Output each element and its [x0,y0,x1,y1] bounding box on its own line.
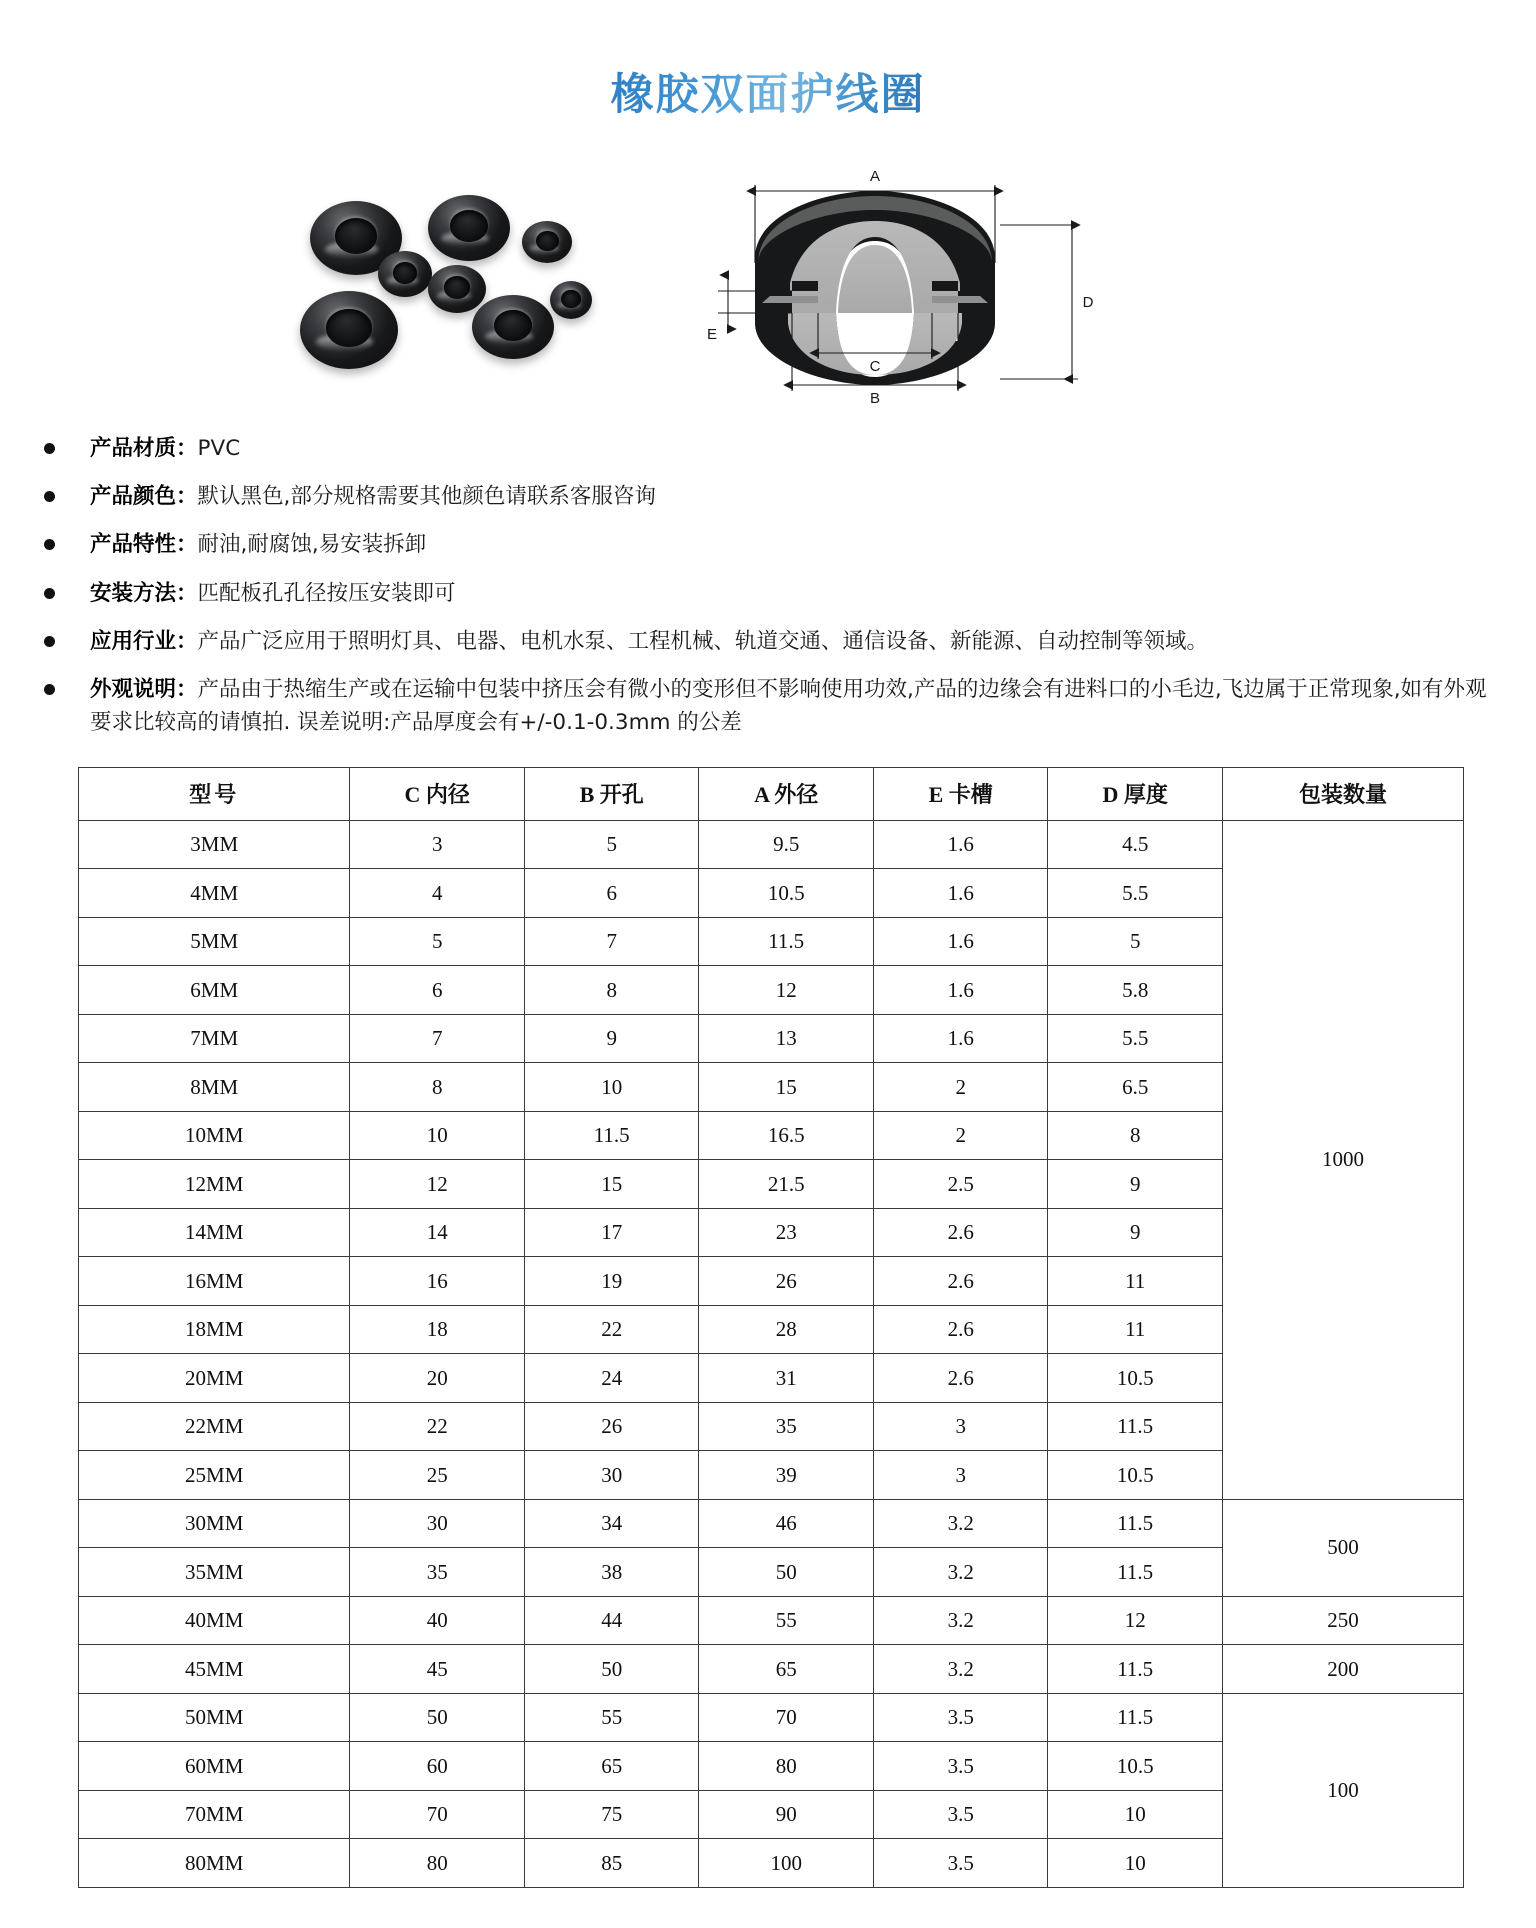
table-body [79,820,1464,1887]
list-item [22,432,1496,465]
cell-inner-diameter: 8 [350,1063,525,1112]
cell-slot: 3.5 [873,1839,1048,1888]
diagram-label-d: D [1082,293,1094,311]
cell-hole: 5 [524,820,699,869]
attribute-value: 耐油,耐腐蚀,易安装拆卸 [197,532,427,558]
cell-model: 25MM [79,1451,350,1500]
cell-inner-diameter: 10 [350,1111,525,1160]
cell-thickness: 9 [1048,1160,1223,1209]
attribute-label: 产品特性 [90,532,177,558]
cell-hole: 17 [524,1208,699,1257]
cell-inner-diameter: 35 [350,1548,525,1597]
cell-model: 22MM [79,1402,350,1451]
column-header-packing-qty: 包装数量 [1222,767,1463,820]
column-header-inner-diameter: C 内径 [350,767,525,820]
attribute-separator: ： [176,435,198,461]
cell-outer-diameter: 50 [699,1548,874,1597]
table-row [79,820,1464,869]
table-header-row [79,767,1464,820]
attribute-value: 产品广泛应用于照明灯具、电器、电机水泵、工程机械、轨道交通、通信设备、新能源、自动控制等领域。 [197,628,1209,654]
specification-table-container [0,755,1536,1928]
attribute-label: 产品颜色 [90,483,177,509]
list-item [22,480,1496,513]
bullet-icon [44,443,55,454]
cell-packing-qty: 1000 [1222,820,1463,1499]
cell-outer-diameter: 31 [699,1354,874,1403]
cell-slot: 3.2 [873,1645,1048,1694]
cell-model: 5MM [79,917,350,966]
cell-hole: 30 [524,1451,699,1500]
cell-outer-diameter: 9.5 [699,820,874,869]
list-item [22,528,1496,561]
product-attribute-list [0,432,1536,740]
cell-thickness: 8 [1048,1111,1223,1160]
cell-hole: 50 [524,1645,699,1694]
cell-hole: 6 [524,869,699,918]
cell-thickness: 11.5 [1048,1645,1223,1694]
cell-outer-diameter: 15 [699,1063,874,1112]
cell-thickness: 11.5 [1048,1499,1223,1548]
cell-slot: 2.6 [873,1208,1048,1257]
cell-hole: 38 [524,1548,699,1597]
cell-slot: 3.2 [873,1596,1048,1645]
cell-outer-diameter: 80 [699,1742,874,1791]
attribute-separator: ： [176,677,198,703]
column-header-outer-diameter: A 外径 [699,767,874,820]
cell-hole: 26 [524,1402,699,1451]
cell-slot: 3 [873,1402,1048,1451]
cell-thickness: 6.5 [1048,1063,1223,1112]
cell-hole: 19 [524,1257,699,1306]
page-title-container [0,0,1536,157]
cell-inner-diameter: 60 [350,1742,525,1791]
cell-outer-diameter: 39 [699,1451,874,1500]
cell-outer-diameter: 28 [699,1305,874,1354]
cell-model: 7MM [79,1014,350,1063]
column-header-slot: E 卡槽 [873,767,1048,820]
cell-thickness: 12 [1048,1596,1223,1645]
cell-outer-diameter: 23 [699,1208,874,1257]
attribute-label: 安装方法 [90,580,177,606]
cell-slot: 3.5 [873,1790,1048,1839]
cell-hole: 9 [524,1014,699,1063]
grommet-item [428,195,510,261]
cell-outer-diameter: 100 [699,1839,874,1888]
cell-thickness: 10 [1048,1839,1223,1888]
cell-slot: 3.2 [873,1499,1048,1548]
cell-thickness: 5.5 [1048,869,1223,918]
cell-thickness: 5 [1048,917,1223,966]
cell-inner-diameter: 40 [350,1596,525,1645]
cell-inner-diameter: 50 [350,1693,525,1742]
cell-thickness: 5.8 [1048,966,1223,1015]
cell-model: 45MM [79,1645,350,1694]
cell-hole: 10 [524,1063,699,1112]
cell-inner-diameter: 4 [350,869,525,918]
table-row [79,1499,1464,1548]
cell-model: 3MM [79,820,350,869]
cell-thickness: 10.5 [1048,1742,1223,1791]
table-row [79,1693,1464,1742]
attribute-separator: ： [176,483,198,509]
cell-outer-diameter: 65 [699,1645,874,1694]
cell-inner-diameter: 7 [350,1014,525,1063]
cell-packing-qty: 250 [1222,1596,1463,1645]
cell-thickness: 11 [1048,1305,1223,1354]
cell-thickness: 4.5 [1048,820,1223,869]
bullet-icon [44,539,55,550]
cell-hole: 34 [524,1499,699,1548]
diagram-label-c: C [869,357,881,375]
cell-outer-diameter: 35 [699,1402,874,1451]
attribute-separator: ： [176,628,198,654]
cell-model: 6MM [79,966,350,1015]
cell-thickness: 10.5 [1048,1451,1223,1500]
cell-model: 70MM [79,1790,350,1839]
cell-outer-diameter: 70 [699,1693,874,1742]
cell-thickness: 10.5 [1048,1354,1223,1403]
cell-model: 20MM [79,1354,350,1403]
attribute-label: 外观说明 [90,677,177,703]
cell-inner-diameter: 45 [350,1645,525,1694]
list-item [22,673,1496,740]
cell-slot: 2.6 [873,1305,1048,1354]
cell-slot: 1.6 [873,869,1048,918]
cell-inner-diameter: 14 [350,1208,525,1257]
attribute-label: 应用行业 [90,628,177,654]
grommet-item [472,295,554,359]
cell-hole: 8 [524,966,699,1015]
cell-hole: 55 [524,1693,699,1742]
cell-packing-qty: 100 [1222,1693,1463,1887]
cell-slot: 2.6 [873,1354,1048,1403]
dimension-d [1000,225,1078,379]
cell-inner-diameter: 6 [350,966,525,1015]
bullet-icon [44,636,55,647]
cell-model: 14MM [79,1208,350,1257]
grommet-item [522,221,572,263]
grommet-item [300,291,398,369]
cell-slot: 2.6 [873,1257,1048,1306]
cell-outer-diameter: 12 [699,966,874,1015]
cell-model: 30MM [79,1499,350,1548]
diagram-body [755,191,995,385]
cell-inner-diameter: 20 [350,1354,525,1403]
cell-thickness: 5.5 [1048,1014,1223,1063]
column-header-hole: B 开孔 [524,767,699,820]
list-item [22,625,1496,658]
cell-inner-diameter: 80 [350,1839,525,1888]
cell-slot: 1.6 [873,917,1048,966]
table-row [79,1596,1464,1645]
cell-model: 80MM [79,1839,350,1888]
attribute-value: 匹配板孔孔径按压安装即可 [197,580,456,606]
cell-slot: 3.5 [873,1693,1048,1742]
cell-hole: 85 [524,1839,699,1888]
attribute-value: PVC [197,435,241,461]
column-header-thickness: D 厚度 [1048,767,1223,820]
cell-slot: 3 [873,1451,1048,1500]
cell-thickness: 9 [1048,1208,1223,1257]
cell-thickness: 11.5 [1048,1402,1223,1451]
cell-model: 8MM [79,1063,350,1112]
cell-thickness: 11 [1048,1257,1223,1306]
cell-inner-diameter: 25 [350,1451,525,1500]
cell-slot: 3.5 [873,1742,1048,1791]
cell-model: 12MM [79,1160,350,1209]
attribute-label: 产品材质 [90,435,177,461]
cell-hole: 11.5 [524,1111,699,1160]
attribute-value: 产品由于热缩生产或在运输中包装中挤压会有微小的变形但不影响使用功效,产品的边缘会有进料口的小毛边,飞边属于正常现象,如有外观要求比较高的请慎拍. 误差说明:产品厚度会有+/-0.1-0.3mm 的公差 [90,677,1487,736]
cell-outer-diameter: 10.5 [699,869,874,918]
cell-hole: 7 [524,917,699,966]
cell-outer-diameter: 13 [699,1014,874,1063]
cell-slot: 1.6 [873,820,1048,869]
cell-inner-diameter: 18 [350,1305,525,1354]
product-photo [300,173,620,403]
attribute-value: 默认黑色,部分规格需要其他颜色请联系客服咨询 [197,483,656,509]
cell-packing-qty: 200 [1222,1645,1463,1694]
cell-slot: 3.2 [873,1548,1048,1597]
grommet-item [428,265,486,313]
cell-slot: 2 [873,1111,1048,1160]
cell-thickness: 11.5 [1048,1548,1223,1597]
attribute-separator: ： [176,580,198,606]
bullet-icon [44,491,55,502]
cell-inner-diameter: 5 [350,917,525,966]
cell-slot: 1.6 [873,1014,1048,1063]
cell-hole: 15 [524,1160,699,1209]
table-row [79,1645,1464,1694]
cell-model: 40MM [79,1596,350,1645]
cell-hole: 65 [524,1742,699,1791]
table-header [79,767,1464,820]
cell-slot: 2.5 [873,1160,1048,1209]
bullet-icon [44,684,55,695]
diagram-label-b: B [869,389,881,407]
cell-model: 10MM [79,1111,350,1160]
cell-outer-diameter: 55 [699,1596,874,1645]
cell-outer-diameter: 26 [699,1257,874,1306]
cell-inner-diameter: 22 [350,1402,525,1451]
cell-hole: 24 [524,1354,699,1403]
cell-thickness: 10 [1048,1790,1223,1839]
cell-model: 16MM [79,1257,350,1306]
cell-inner-diameter: 16 [350,1257,525,1306]
specification-table [78,767,1464,1888]
cell-outer-diameter: 16.5 [699,1111,874,1160]
cell-hole: 44 [524,1596,699,1645]
list-item [22,577,1496,610]
cell-packing-qty: 500 [1222,1499,1463,1596]
cell-outer-diameter: 90 [699,1790,874,1839]
diagram-label-e: E [706,325,718,343]
cell-hole: 75 [524,1790,699,1839]
cell-slot: 1.6 [873,966,1048,1015]
hero-section [0,163,1536,418]
cell-model: 18MM [79,1305,350,1354]
attribute-separator: ： [176,532,198,558]
cell-model: 35MM [79,1548,350,1597]
cell-model: 60MM [79,1742,350,1791]
grommet-item [378,251,432,297]
cell-inner-diameter: 30 [350,1499,525,1548]
cell-slot: 2 [873,1063,1048,1112]
diagram-label-a: A [869,167,881,185]
cell-hole: 22 [524,1305,699,1354]
cell-inner-diameter: 3 [350,820,525,869]
cell-thickness: 11.5 [1048,1693,1223,1742]
column-header-model: 型号 [79,767,350,820]
bullet-icon [44,588,55,599]
cell-inner-diameter: 70 [350,1790,525,1839]
cross-section-diagram [700,163,1100,413]
cell-outer-diameter: 46 [699,1499,874,1548]
cell-model: 50MM [79,1693,350,1742]
cell-outer-diameter: 21.5 [699,1160,874,1209]
cell-inner-diameter: 12 [350,1160,525,1209]
page-title: 橡胶双面护线圈 [611,61,926,122]
cell-model: 4MM [79,869,350,918]
grommet-item [550,281,592,319]
cell-outer-diameter: 11.5 [699,917,874,966]
